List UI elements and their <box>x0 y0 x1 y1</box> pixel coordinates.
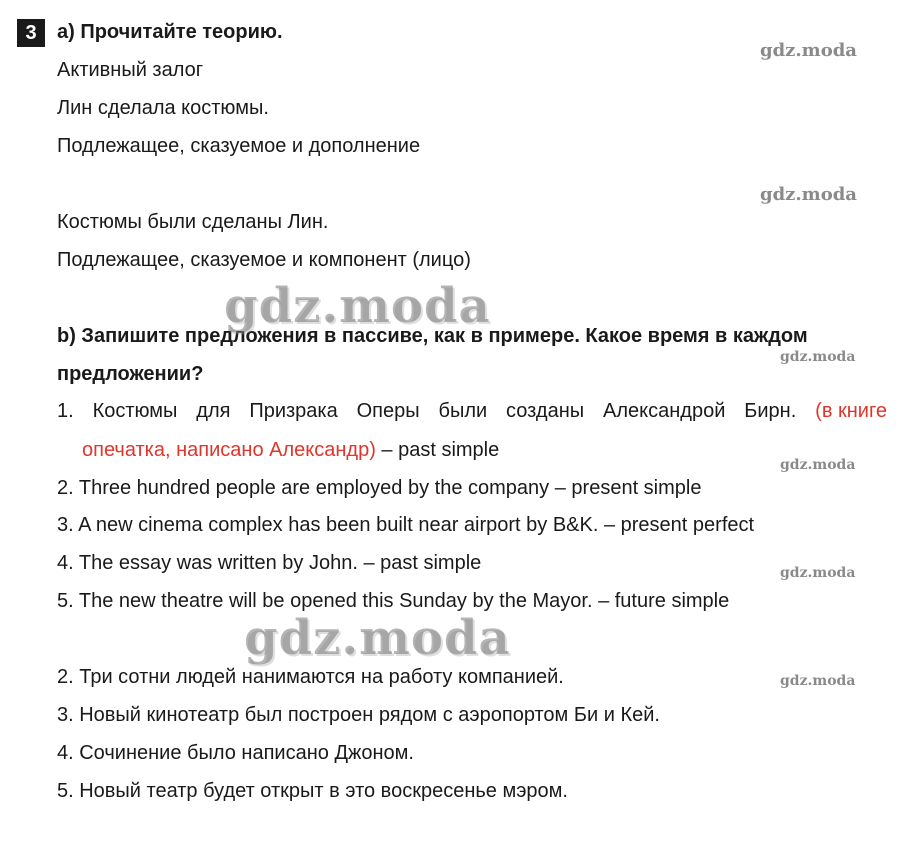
watermark: gdz.moda <box>780 349 856 365</box>
item-1-word: Оперы <box>356 400 420 422</box>
translation-item: 4. Сочинение было написано Джоном. <box>57 742 414 764</box>
item-1-word: Александрой <box>603 400 726 422</box>
watermark: gdz.moda <box>780 457 856 473</box>
item-1-word: были <box>438 400 488 422</box>
part-a-line: Активный залог <box>57 59 204 81</box>
watermark: gdz.moda <box>780 673 856 689</box>
exercise-number-badge: 3 <box>17 19 45 47</box>
answer-item: 4. The essay was written by John. – past simple <box>57 552 482 574</box>
item-1-note-end: опечатка, написано Александр) <box>82 439 376 461</box>
translation-item: 5. Новый театр будет открыт в это воскресенье мэром. <box>57 780 568 802</box>
part-a-line: Костюмы были сделаны Лин. <box>57 211 329 233</box>
part-a-line: Подлежащее, сказуемое и дополнение <box>57 135 421 157</box>
answer-item: 2. Three hundred people are employed by the company – present simple <box>57 477 702 499</box>
item-1-first-line <box>57 398 887 424</box>
watermark: gdz.moda <box>780 565 856 581</box>
watermark: gdz.moda <box>760 40 857 61</box>
watermark: gdz.moda <box>760 184 857 205</box>
item-1-tense: – past simple <box>375 439 500 461</box>
item-1-word: Призрака <box>249 400 338 422</box>
part-a-line: Лин сделала костюмы. <box>57 97 269 119</box>
answer-item: 3. A new cinema complex has been built near airport by B&K. – present perfect <box>57 514 755 536</box>
part-a-heading: a) Прочитайте теорию. <box>57 21 283 43</box>
item-1-word: созданы <box>506 400 585 422</box>
translation-item: 3. Новый кинотеатр был построен рядом с аэропортом Би и Кей. <box>57 704 660 726</box>
item-1-note-start: (в книге <box>815 400 887 422</box>
part-b-heading: b) Запишите предложения в пассиве, как в примере. Какое время в каждом <box>57 325 808 347</box>
item-1-word: Бирн. <box>744 400 797 422</box>
watermark-large: gdz.moda <box>244 610 511 666</box>
part-b-heading-continued: предложении? <box>57 363 204 385</box>
watermark-large: gdz.moda <box>224 278 491 334</box>
translation-item: 2. Три сотни людей нанимаются на работу компанией. <box>57 666 564 688</box>
item-1-second-line <box>82 437 499 463</box>
item-1-word: для <box>196 400 231 422</box>
item-1-word: 1. <box>57 400 74 422</box>
item-1-word: Костюмы <box>92 400 178 422</box>
part-a-line: Подлежащее, сказуемое и компонент (лицо) <box>57 249 471 271</box>
answer-item: 5. The new theatre will be opened this Sunday by the Mayor. – future simple <box>57 590 730 612</box>
